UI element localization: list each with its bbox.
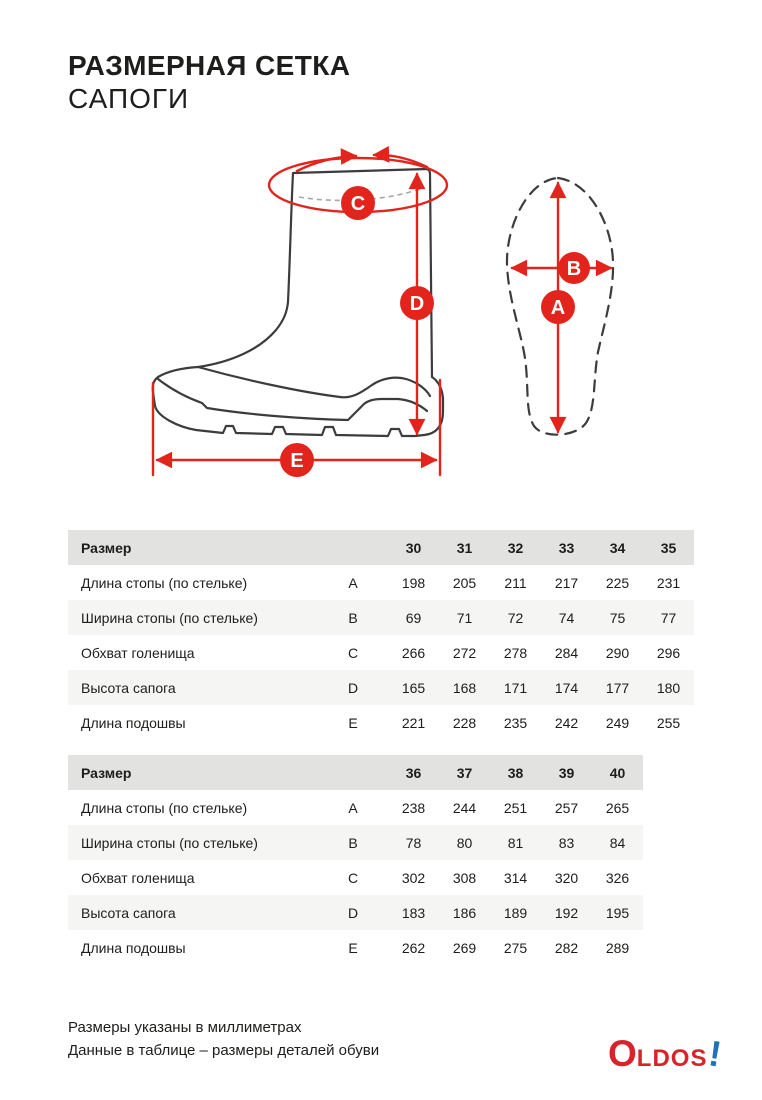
measurement-value: 275 (503, 939, 528, 956)
measurement-letter: C (347, 869, 359, 886)
measurement-letter: B (348, 834, 358, 851)
measurement-value: 84 (609, 834, 626, 851)
measurement-value: 78 (405, 834, 422, 851)
measurement-annotations (153, 155, 611, 477)
measurement-value: 80 (456, 834, 473, 851)
measurement-value: 165 (401, 679, 426, 696)
page-subtitle: САПОГИ (68, 83, 190, 114)
measurement-value: 186 (452, 904, 477, 921)
measurement-value: 244 (452, 799, 477, 816)
size-value-header: 31 (456, 539, 473, 556)
measurement-letter: A (348, 799, 358, 816)
measurement-value: 183 (401, 904, 426, 921)
measurement-value: 231 (656, 574, 681, 591)
measurement-letter: B (348, 609, 358, 626)
table-row (68, 565, 694, 600)
measurement-value: 217 (554, 574, 579, 591)
measurement-label: Ширина стопы (по стельке) (81, 609, 258, 626)
measurement-value: 174 (554, 679, 579, 696)
table-row (68, 860, 643, 895)
measurement-value: 205 (452, 574, 477, 591)
table-row (68, 705, 694, 740)
size-table-30-35 (68, 530, 694, 740)
measurement-value: 180 (656, 679, 681, 696)
measurement-value: 255 (656, 714, 681, 731)
table-row (68, 825, 643, 860)
measure-label-e (280, 443, 314, 477)
logo-letter-o: O (608, 1033, 637, 1074)
measurement-label: Высота сапога (81, 904, 176, 921)
measurement-value: 225 (605, 574, 630, 591)
measurement-value: 269 (452, 939, 477, 956)
measurement-value: 195 (605, 904, 630, 921)
logo-text: LDOS (636, 1045, 708, 1072)
table-row (68, 895, 643, 930)
footnote-line-2: Данные в таблице – размеры деталей обуви (68, 1042, 380, 1059)
measurement-value: 238 (401, 799, 426, 816)
measurement-value: 296 (656, 644, 681, 661)
measurement-value: 308 (452, 869, 477, 886)
measurement-value: 235 (503, 714, 528, 731)
measurement-value: 168 (452, 679, 477, 696)
size-value-header: 33 (558, 539, 575, 556)
measurement-value: 75 (609, 609, 626, 626)
size-value-header: 36 (405, 764, 422, 781)
measurement-value: 198 (401, 574, 426, 591)
size-value-header: 35 (660, 539, 677, 556)
measurement-value: 289 (605, 939, 630, 956)
page-title-block (68, 50, 350, 116)
measurement-label: Длина стопы (по стельке) (81, 574, 248, 591)
measurement-value: 290 (605, 644, 630, 661)
size-header-row (68, 530, 694, 565)
measurement-value: 69 (405, 609, 422, 626)
table-row (68, 930, 643, 965)
measurement-value: 81 (507, 834, 524, 851)
size-value-header: 37 (456, 764, 473, 781)
measurement-label: Длина подошвы (81, 714, 186, 731)
size-value-header: 40 (609, 764, 626, 781)
svg-text:A: A (550, 297, 566, 319)
measurement-label: Обхват голенища (81, 644, 195, 661)
measurement-value: 284 (554, 644, 579, 661)
measurement-letter: D (347, 904, 359, 921)
size-table-36-40 (68, 755, 643, 965)
measurement-letter: C (347, 644, 359, 661)
measure-label-b (558, 252, 590, 284)
size-header-label: Размер (81, 764, 132, 781)
size-value-header: 38 (507, 764, 524, 781)
measure-label-d (400, 286, 434, 320)
measurement-value: 242 (554, 714, 579, 731)
measurement-label: Длина подошвы (81, 939, 186, 956)
measurement-label: Высота сапога (81, 679, 176, 696)
letter-column-header (318, 530, 388, 565)
svg-text:C: C (350, 193, 366, 215)
footnote (68, 1016, 379, 1062)
boot-galosh-line (198, 367, 430, 397)
boot-sole-seam-line (158, 379, 427, 420)
measurement-letter: A (348, 574, 358, 591)
measurement-value: 266 (401, 644, 426, 661)
measurement-letter: E (348, 939, 358, 956)
measurement-value: 211 (504, 574, 527, 591)
measurement-value: 77 (660, 609, 677, 626)
size-value-header: 34 (609, 539, 626, 556)
measurement-value: 320 (554, 869, 579, 886)
size-value-header: 32 (507, 539, 524, 556)
svg-text:B: B (566, 258, 582, 280)
table-row (68, 635, 694, 670)
measurement-value: 302 (401, 869, 426, 886)
measurement-letter: D (347, 679, 359, 696)
measurement-value: 326 (605, 869, 630, 886)
oldos-logo (608, 1032, 725, 1075)
size-header-row (68, 755, 643, 790)
measurement-value: 221 (401, 714, 426, 731)
table-row (68, 600, 694, 635)
svg-text:E: E (290, 450, 304, 472)
measurement-value: 272 (452, 644, 477, 661)
measurement-value: 257 (554, 799, 579, 816)
measurement-value: 74 (558, 609, 575, 626)
measurement-value: 171 (503, 679, 528, 696)
measurement-label: Обхват голенища (81, 869, 195, 886)
table-row (68, 670, 694, 705)
measurement-value: 83 (558, 834, 575, 851)
measurement-label: Длина стопы (по стельке) (81, 799, 248, 816)
boot-measurement-diagram (0, 140, 762, 500)
measurement-value: 177 (605, 679, 630, 696)
measure-label-a (541, 290, 575, 324)
letter-column-header (318, 755, 388, 790)
measurement-value: 249 (605, 714, 630, 731)
measurement-value: 278 (503, 644, 528, 661)
size-value-header: 39 (558, 764, 575, 781)
measurement-value: 228 (452, 714, 477, 731)
measurement-label: Ширина стопы (по стельке) (81, 834, 258, 851)
logo-exclamation: ! (706, 1032, 725, 1075)
size-value-header: 30 (405, 539, 422, 556)
svg-text:D: D (409, 293, 425, 315)
measurement-value: 282 (554, 939, 579, 956)
measurement-value: 72 (507, 609, 524, 626)
measurement-value: 189 (503, 904, 528, 921)
footnote-line-1: Размеры указаны в миллиметрах (68, 1019, 302, 1036)
page-title: РАЗМЕРНАЯ СЕТКА (68, 50, 351, 81)
measurement-value: 265 (605, 799, 630, 816)
measurement-value: 192 (554, 904, 579, 921)
measurement-value: 314 (503, 869, 528, 886)
measure-label-c (341, 186, 375, 220)
measurement-value: 251 (503, 799, 528, 816)
size-header-label: Размер (81, 539, 132, 556)
measurement-letter: E (348, 714, 358, 731)
table-row (68, 790, 643, 825)
measurement-value: 262 (401, 939, 426, 956)
measurement-value: 71 (456, 609, 473, 626)
